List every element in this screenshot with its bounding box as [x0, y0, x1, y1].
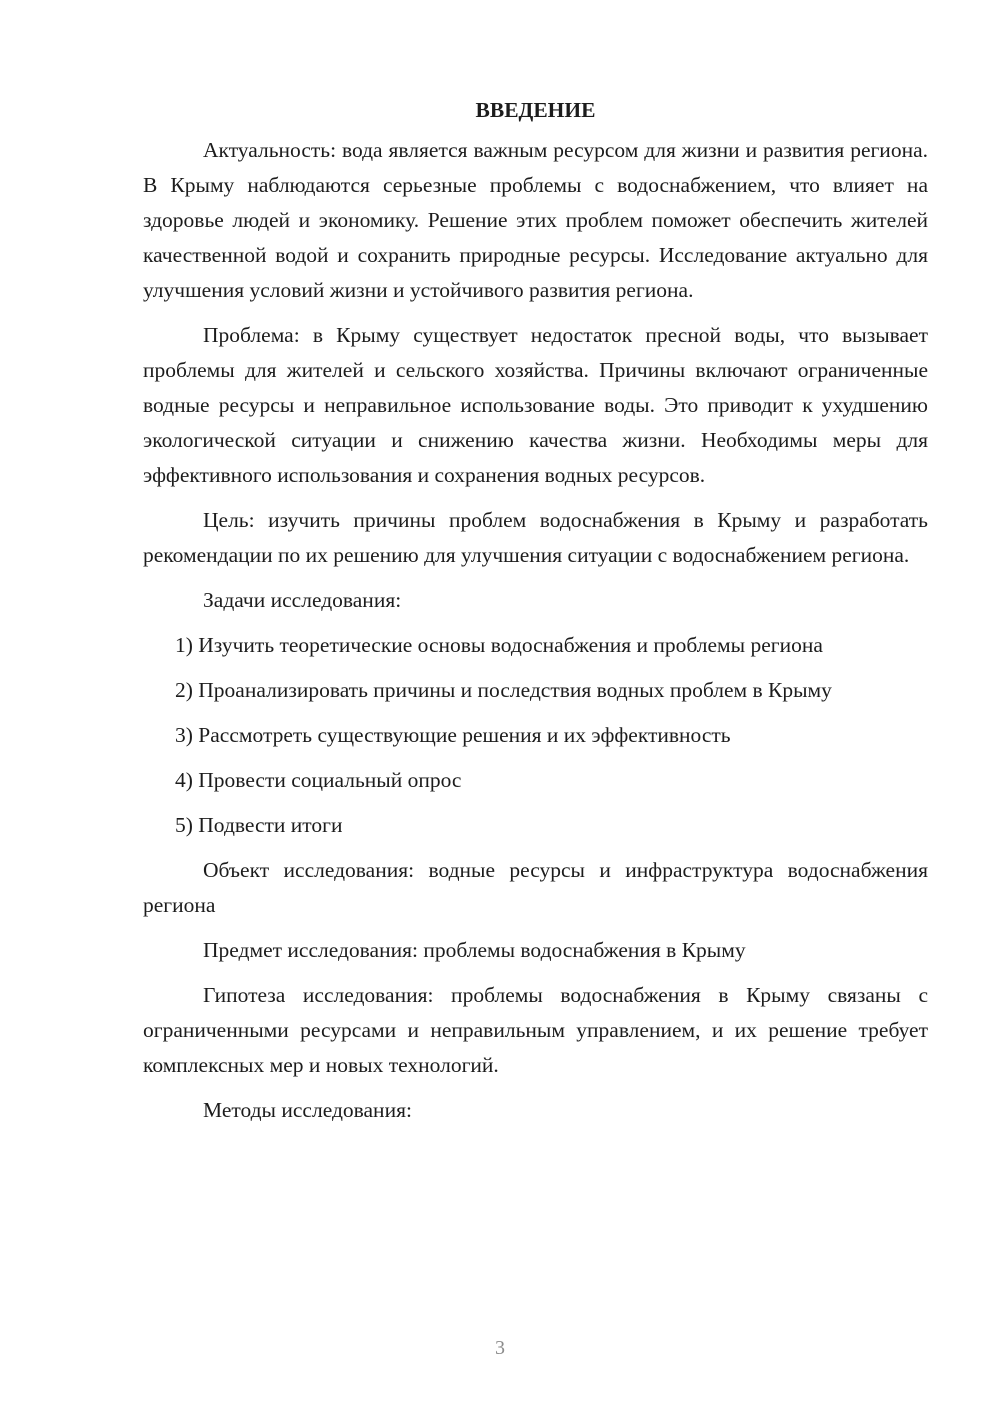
task-item-5: 5) Подвести итоги	[175, 813, 343, 837]
page-number: 3	[495, 1337, 505, 1359]
task-item-4: 4) Провести социальный опрос	[175, 768, 462, 792]
subject-paragraph: Предмет исследования: проблемы водоснабжения в Крыму	[203, 938, 746, 962]
problem-paragraph: Проблема: в Крыму существует недостаток пресной воды, что вызывает проблемы для жителей и сельского хозяйства. Причины включают ограниченные водные ресурсы и неправильное использование воды. Это приводит к ухудшению экологической ситуации и снижению качества жизни. Необходимы меры для эффективного использования и сохранения водных ресурсов.	[143, 323, 928, 487]
task-item-2: 2) Проанализировать причины и последствия водных проблем в Крыму	[175, 678, 832, 702]
section-title: ВВЕДЕНИЕ	[475, 98, 596, 122]
tasks-heading: Задачи исследования:	[203, 588, 402, 612]
goal-paragraph: Цель: изучить причины проблем водоснабжения в Крыму и разработать рекомендации по их решению для улучшения ситуации с водоснабжением региона.	[143, 508, 928, 567]
object-paragraph: Объект исследования: водные ресурсы и инфраструктура водоснабжения региона	[143, 858, 928, 917]
relevance-paragraph: Актуальность: вода является важным ресурсом для жизни и развития региона. В Крыму наблюдаются серьезные проблемы с водоснабжением, что влияет на здоровье людей и экономику. Решение этих проблем поможет обеспечить жителей качественной водой и сохранить природные ресурсы. Исследование актуально для улучшения условий жизни и устойчивого развития региона.	[143, 138, 928, 302]
task-item-3: 3) Рассмотреть существующие решения и их эффективность	[175, 723, 731, 747]
hypothesis-paragraph: Гипотеза исследования: проблемы водоснабжения в Крыму связаны с ограниченными ресурсами и неправильным управлением, и их решение требует комплексных мер и новых технологий.	[143, 983, 928, 1077]
task-item-1: 1) Изучить теоретические основы водоснабжения и проблемы региона	[175, 633, 823, 657]
methods-heading: Методы исследования:	[203, 1098, 412, 1122]
document-page	[143, 93, 928, 1138]
